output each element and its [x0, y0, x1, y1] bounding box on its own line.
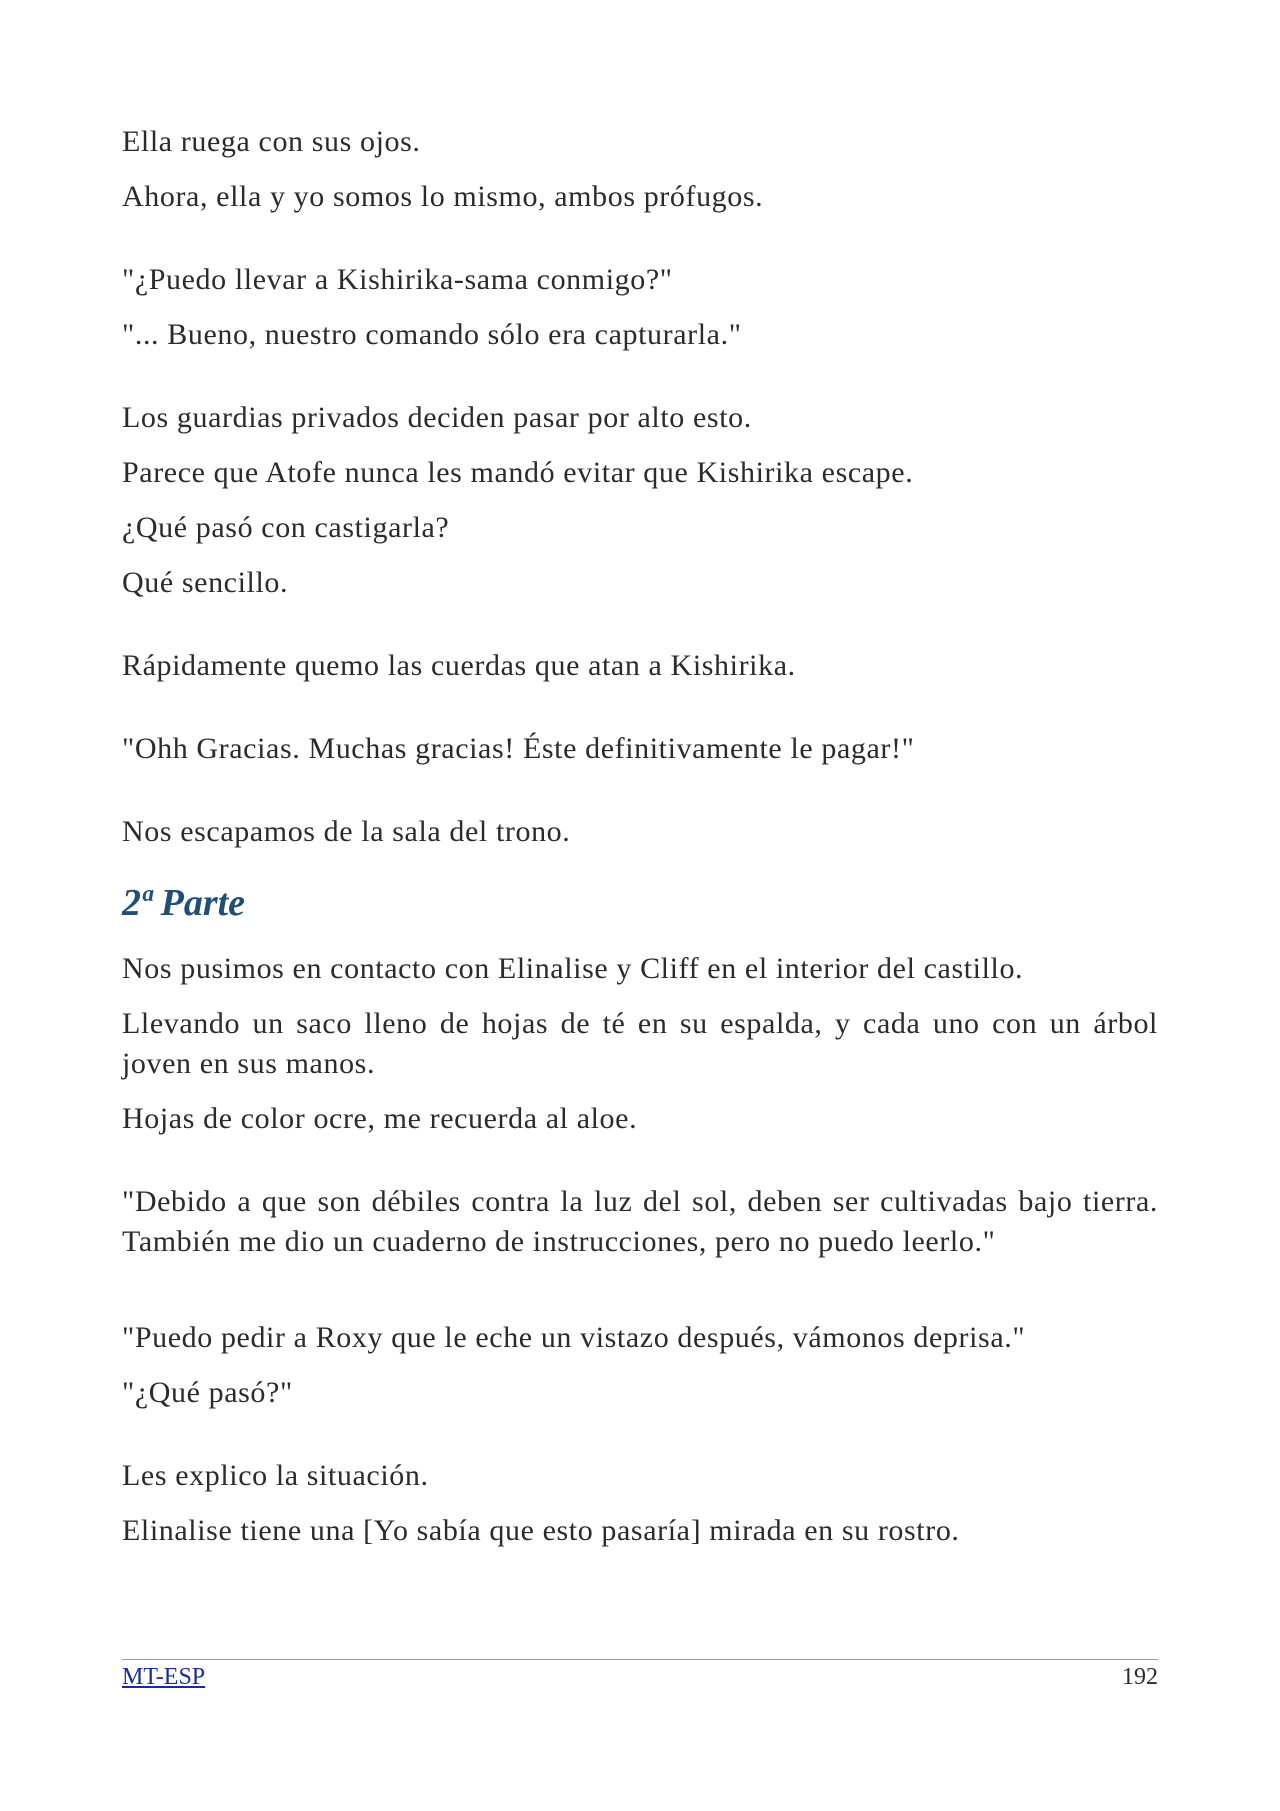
paragraph: Nos escapamos de la sala del trono.: [122, 815, 571, 848]
paragraph: "¿Qué pasó?": [122, 1376, 293, 1409]
footer-link[interactable]: MT-ESP: [122, 1664, 206, 1690]
paragraph: Hojas de color ocre, me recuerda al aloe.: [122, 1102, 638, 1135]
paragraph: Ahora, ella y yo somos lo mismo, ambos prófugos.: [122, 180, 764, 213]
paragraph: Los guardias privados deciden pasar por alto esto.: [122, 401, 752, 434]
paragraph: "... Bueno, nuestro comando sólo era capturarla.": [122, 318, 742, 351]
paragraph: Llevando un saco lleno de hojas de té en su espalda, y cada uno con un árbol joven en sus manos.: [122, 1007, 1158, 1080]
paragraph: Elinalise tiene una [Yo sabía que esto pasaría] mirada en su rostro.: [122, 1514, 960, 1547]
paragraph: "Debido a que son débiles contra la luz del sol, deben ser cultivadas bajo tierra. También me dio un cuaderno de instrucciones, pero no puedo leerlo.": [122, 1185, 1158, 1258]
paragraph: ¿Qué pasó con castigarla?: [122, 511, 450, 544]
paragraph: Parece que Atofe nunca les mandó evitar que Kishirika escape.: [122, 456, 914, 489]
paragraph: "Puedo pedir a Roxy que le eche un vistazo después, vámonos deprisa.": [122, 1321, 1026, 1354]
paragraph: "¿Puedo llevar a Kishirika-sama conmigo?": [122, 263, 673, 296]
paragraph: Qué sencillo.: [122, 566, 289, 599]
document-page: [122, 0, 1158, 1811]
section-heading: 2ª Parte: [122, 882, 246, 924]
paragraph: Ella ruega con sus ojos.: [122, 125, 421, 158]
paragraph: Les explico la situación.: [122, 1459, 429, 1492]
page-number: 192: [1122, 1664, 1158, 1690]
paragraph: Rápidamente quemo las cuerdas que atan a Kishirika.: [122, 649, 796, 682]
paragraph: "Ohh Gracias. Muchas gracias! Éste definitivamente le pagar!": [122, 732, 915, 765]
footer-divider: [122, 1659, 1158, 1660]
paragraph: Nos pusimos en contacto con Elinalise y Cliff en el interior del castillo.: [122, 952, 1024, 985]
